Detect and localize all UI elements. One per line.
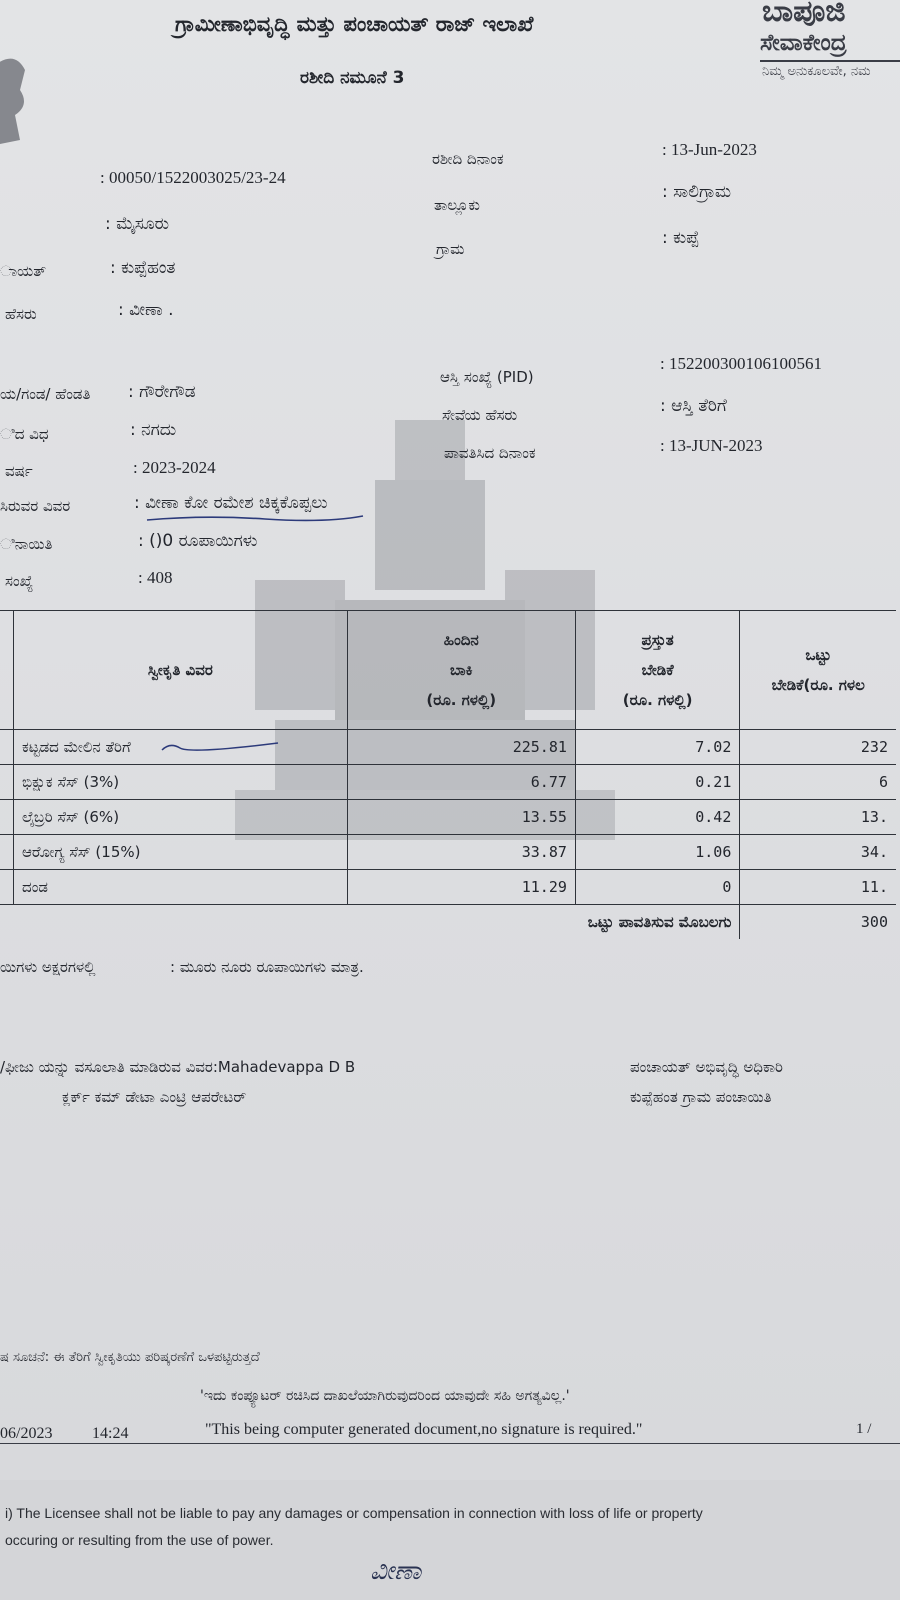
- row-description: ಕಟ್ಟಡದ ಮೇಲಿನ ತೆರಿಗೆ: [14, 730, 348, 765]
- collector-designation: ಕ್ಲರ್ಕ್ ಕಮ್ ಡೇಟಾ ಎಂಟ್ರಿ ಆಪರೇಟರ್: [62, 1088, 247, 1106]
- payer-label: ಸಿರುವರ ವಿವರ: [0, 497, 71, 515]
- row-total: 13.: [740, 800, 896, 835]
- amount-words-label: ಯಿಗಳು ಅಕ್ಷರಗಳಲ್ಲಿ: [0, 958, 96, 976]
- row-description: ಆರೋಗ್ಯ ಸೆಸ್ (15%): [14, 835, 348, 870]
- form-title: ರಶೀದಿ ನಮೂನೆ 3: [300, 68, 405, 88]
- row-total: 232: [740, 730, 896, 765]
- table-row: [0, 800, 896, 835]
- brand-name: ಬಾಪೂಜಿ: [762, 0, 846, 29]
- col-header-index: [0, 611, 14, 730]
- row-total: 34.: [740, 835, 896, 870]
- col-header-description: ಸ್ವೀಕೃತಿ ವಿವರ: [14, 611, 348, 730]
- brand-seva-kendra: ಸೇವಾಕೇಂದ್ರ: [760, 30, 847, 56]
- table-header-row: [0, 611, 896, 730]
- table-row: [0, 765, 896, 800]
- department-title: ಗ್ರಾಮೀಣಾಭಿವೃದ್ಧಿ ಮತ್ತು ಪಂಚಾಯತ್ ರಾಜ್ ಇಲಾಖೆ: [175, 12, 534, 36]
- revision-note: ಷ ಸೂಚನೆ: ಈ ತೆರಿಗೆ ಸ್ವೀಕೃತಿಯು ಪರಿಷ್ಕರಣೆಗೆ ಒಳಪಟ್ಟಿರುತ್ತದೆ: [0, 1350, 260, 1365]
- row-current: 0.42: [575, 800, 739, 835]
- payer-value: : ವೀಣಾ ಕೋ ರಮೇಶ ಚಿಕ್ಕಕೊಪ್ಪಲು: [134, 493, 328, 513]
- panchayat-label: ಾಯತ್: [0, 262, 47, 280]
- corner-emblem-fragment: [0, 45, 40, 155]
- payment-mode-value: : ನಗದು: [130, 420, 177, 440]
- handwritten-tick-mark: [160, 740, 280, 754]
- table-row: [0, 835, 896, 870]
- grand-total-value: 300: [740, 905, 896, 940]
- page-number: 1 /: [856, 1421, 872, 1437]
- row-previous: 33.87: [347, 835, 575, 870]
- taluk-value: : ಸಾಲಿಗ್ರಾಮ: [662, 182, 732, 202]
- district-value: : ಮೈಸೂರು: [105, 214, 170, 234]
- handwritten-signature: ವೀಣಾ: [370, 1556, 422, 1586]
- computer-note-kannada: 'ಇದು ಕಂಪ್ಯೂಟರ್ ರಚಿಸಿದ ದಾಖಲೆಯಾಗಿರುವುದರಿಂದ ಯಾವುದೇ ಸಹಿ ಅಗತ್ಯವಿಲ್ಲ.': [200, 1388, 570, 1404]
- row-current: 1.06: [575, 835, 739, 870]
- licence-clause-line2: occuring or resulting from the use of power.: [5, 1532, 274, 1548]
- grand-total-row: [0, 905, 896, 940]
- row-previous: 13.55: [347, 800, 575, 835]
- payer-underline-handwritten: [145, 512, 365, 524]
- fees-table: [0, 610, 896, 939]
- paid-date-label: ಪಾವತಿಸಿದ ದಿನಾಂಕ: [444, 444, 536, 462]
- row-previous: 6.77: [347, 765, 575, 800]
- row-description: ದಂಡ: [14, 870, 348, 905]
- name-value: : ವೀಣಾ .: [118, 300, 174, 320]
- print-time: 14:24: [92, 1425, 129, 1442]
- name-label: ಹೆಸರು: [5, 305, 37, 323]
- service-label: ಸೇವೆಯ ಹೆಸರು: [442, 406, 518, 424]
- col-header-current: ಪ್ರಸ್ತುತ ಬೇಡಿಕೆ (ರೂ. ಗಳಲ್ಲಿ): [575, 611, 739, 730]
- print-date: 06/2023: [0, 1425, 53, 1442]
- exemption-value: : ()0 ರೂಪಾಯಿಗಳು: [138, 531, 258, 551]
- brand-tagline: ನಿಮ್ಮ ಅನುಕೂಲವೇ, ನಮ: [762, 64, 871, 79]
- brand-underline: [760, 60, 900, 62]
- year-label: ವರ್ಷ: [5, 462, 33, 480]
- row-description: ಲೈಬ್ರರಿ ಸೆಸ್ (6%): [14, 800, 348, 835]
- receipt-date-value: : 13-Jun-2023: [662, 140, 757, 159]
- payment-mode-label: ಿದ ವಿಧ: [0, 425, 49, 443]
- grand-total-label: ಒಟ್ಟು ಪಾವತಿಸುವ ಮೊಬಲಗು: [0, 905, 740, 940]
- pid-value: : 152200300106100561: [660, 354, 822, 373]
- paid-date-value: : 13-JUN-2023: [660, 436, 763, 455]
- licence-clause-line1: i) The Licensee shall not be liable to pay any damages or compensation in connection with loss of life or property: [5, 1505, 703, 1521]
- amount-words-value: : ಮೂರು ನೂರು ರೂಪಾಯಿಗಳು ಮಾತ್ರ.: [170, 958, 364, 976]
- row-total: 6: [740, 765, 896, 800]
- number-value: : 408: [138, 568, 173, 587]
- receipt-date-label: ರಶೀದಿ ದಿನಾಂಕ: [432, 150, 504, 168]
- officer-title: ಪಂಚಾಯತ್ ಅಭಿವೃದ್ಧಿ ಅಧಿಕಾರಿ: [630, 1058, 783, 1076]
- relation-value: : ಗೌರೇಗೌಡ: [128, 382, 196, 402]
- taluk-label: ತಾಲ್ಲೂಕು: [434, 196, 480, 214]
- year-value: : 2023-2024: [133, 458, 216, 477]
- officer-office: ಕುಪ್ಪೆಹಂತ ಗ್ರಾಮ ಪಂಚಾಯಿತಿ: [630, 1088, 772, 1106]
- panchayat-value: : ಕುಪ್ಪೆಹಂತ: [110, 258, 176, 278]
- row-current: 7.02: [575, 730, 739, 765]
- pid-label: ಆಸ್ತಿ ಸಂಖ್ಯೆ (PID): [440, 368, 534, 386]
- village-value: : ಕುಪ್ಪೆ: [662, 228, 700, 248]
- row-current: 0.21: [575, 765, 739, 800]
- receipt-number: : 00050/1522003025/23-24: [100, 168, 286, 187]
- row-current: 0: [575, 870, 739, 905]
- col-header-previous: ಹಿಂದಿನ ಬಾಕಿ (ರೂ. ಗಳಲ್ಲಿ): [347, 611, 575, 730]
- col-header-total: ಒಟ್ಟು ಬೇಡಿಕೆ(ರೂ. ಗಳಲ: [740, 611, 896, 730]
- row-previous: 225.81: [347, 730, 575, 765]
- row-previous: 11.29: [347, 870, 575, 905]
- collector-line: /ಫೀಜು ಯನ್ನು ವಸೂಲಾತಿ ಮಾಡಿರುವ ವಿವರ:Mahadevappa D B: [0, 1058, 356, 1076]
- row-description: ಭಿಕ್ಷುಕ ಸೆಸ್ (3%): [14, 765, 348, 800]
- table-row: [0, 870, 896, 905]
- table-row: [0, 730, 896, 765]
- number-label: ಸಂಖ್ಯೆ: [5, 572, 34, 590]
- note-underline: [0, 1443, 900, 1444]
- relation-label: ಯ/ಗಂಡ/ ಹೆಂಡತಿ: [0, 385, 91, 403]
- service-value: : ಆಸ್ತಿ ತೆರಿಗೆ: [660, 396, 727, 416]
- computer-note-english: "This being computer generated document,no signature is required.": [205, 1421, 643, 1438]
- row-total: 11.: [740, 870, 896, 905]
- village-label: ಗ್ರಾಮ: [436, 240, 465, 258]
- exemption-label: ಿನಾಯಿತಿ: [0, 535, 53, 553]
